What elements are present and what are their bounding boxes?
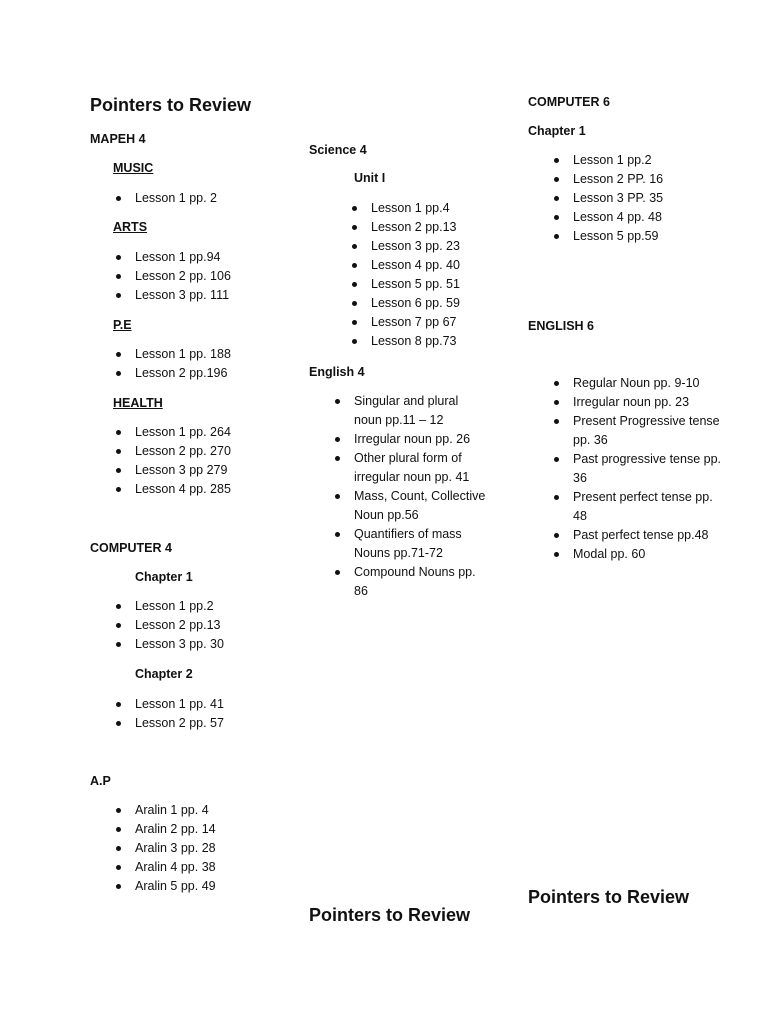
list-item: Lesson 3 pp. 30: [113, 635, 283, 654]
health-heading: HEALTH: [113, 396, 163, 410]
list-item: Compound Nouns pp. 86: [332, 563, 487, 601]
computer6-chapter1-heading: Chapter 1: [528, 124, 586, 138]
list-item: Lesson 6 pp. 59: [349, 294, 509, 313]
english4-list: [332, 392, 487, 601]
ap-heading: A.P: [90, 774, 111, 788]
list-item: Aralin 4 pp. 38: [113, 858, 283, 877]
list-item: Lesson 4 pp. 48: [551, 208, 721, 227]
list-item: Lesson 4 pp. 40: [349, 256, 509, 275]
arts-list: [113, 248, 283, 305]
list-item: Quantifiers of mass Nouns pp.71-72: [332, 525, 487, 563]
list-item: Irregular noun pp. 23: [551, 393, 726, 412]
list-item: Lesson 2 pp.196: [113, 364, 283, 383]
list-item: Lesson 5 pp.59: [551, 227, 721, 246]
list-item: Lesson 3 pp 279: [113, 461, 283, 480]
list-item: Lesson 1 pp. 2: [113, 189, 283, 208]
list-item: Modal pp. 60: [551, 545, 726, 564]
list-item: Lesson 2 pp.13: [113, 616, 283, 635]
page-title: Pointers to Review: [90, 95, 252, 115]
unit1-heading: Unit I: [354, 171, 386, 185]
pe-heading: P.E: [113, 318, 132, 332]
computer4-heading: COMPUTER 4: [90, 541, 172, 555]
science4-heading: Science 4: [309, 143, 367, 157]
list-item: Lesson 1 pp.2: [113, 597, 283, 616]
computer4-chapter1-list: [113, 597, 283, 654]
list-item: Lesson 1 pp.2: [551, 151, 721, 170]
list-item: Aralin 1 pp. 4: [113, 801, 283, 820]
list-item: Past perfect tense pp.48: [551, 526, 726, 545]
pe-list: [113, 345, 283, 383]
list-item: Lesson 2 pp.13: [349, 218, 509, 237]
list-item: Lesson 2 pp. 270: [113, 442, 283, 461]
computer6-chapter1-list: [551, 151, 721, 246]
list-item: Lesson 3 pp. 23: [349, 237, 509, 256]
bottom-title-right: Pointers to Review: [528, 887, 690, 907]
computer4-chapter2-heading: Chapter 2: [135, 667, 193, 681]
list-item: Past progressive tense pp. 36: [551, 450, 726, 488]
list-item: Lesson 4 pp. 285: [113, 480, 283, 499]
list-item: Lesson 7 pp 67: [349, 313, 509, 332]
list-item: Regular Noun pp. 9-10: [551, 374, 726, 393]
list-item: Aralin 2 pp. 14: [113, 820, 283, 839]
list-item: Other plural form of irregular noun pp. 41: [332, 449, 487, 487]
list-item: Lesson 3 PP. 35: [551, 189, 721, 208]
list-item: Lesson 5 pp. 51: [349, 275, 509, 294]
english6-list: [551, 374, 726, 564]
ap-list: [113, 801, 283, 896]
list-item: Aralin 3 pp. 28: [113, 839, 283, 858]
list-item: Irregular noun pp. 26: [332, 430, 487, 449]
arts-heading: ARTS: [113, 220, 148, 234]
computer4-chapter1-heading: Chapter 1: [135, 570, 193, 584]
list-item: Lesson 3 pp. 111: [113, 286, 283, 305]
list-item: Aralin 5 pp. 49: [113, 877, 283, 896]
list-item: Lesson 1 pp. 41: [113, 695, 283, 714]
list-item: Lesson 1 pp. 264: [113, 423, 283, 442]
computer4-chapter2-list: [113, 695, 283, 733]
list-item: Lesson 2 PP. 16: [551, 170, 721, 189]
english4-heading: English 4: [309, 365, 365, 379]
list-item: Lesson 8 pp.73: [349, 332, 509, 351]
mapeh-heading: MAPEH 4: [90, 132, 146, 146]
list-item: Lesson 1 pp.94: [113, 248, 283, 267]
bottom-title-middle: Pointers to Review: [309, 905, 471, 925]
list-item: Present perfect tense pp. 48: [551, 488, 726, 526]
music-heading: MUSIC: [113, 161, 154, 175]
english6-heading: ENGLISH 6: [528, 319, 594, 333]
list-item: Lesson 1 pp.4: [349, 199, 509, 218]
computer6-heading: COMPUTER 6: [528, 95, 610, 109]
unit1-list: [349, 199, 509, 351]
list-item: Present Progressive tense pp. 36: [551, 412, 726, 450]
list-item: Lesson 2 pp. 57: [113, 714, 283, 733]
music-list: [113, 189, 283, 208]
list-item: Lesson 2 pp. 106: [113, 267, 283, 286]
list-item: Singular and plural noun pp.11 – 12: [332, 392, 487, 430]
list-item: Lesson 1 pp. 188: [113, 345, 283, 364]
list-item: Mass, Count, Collective Noun pp.56: [332, 487, 487, 525]
health-list: [113, 423, 283, 499]
